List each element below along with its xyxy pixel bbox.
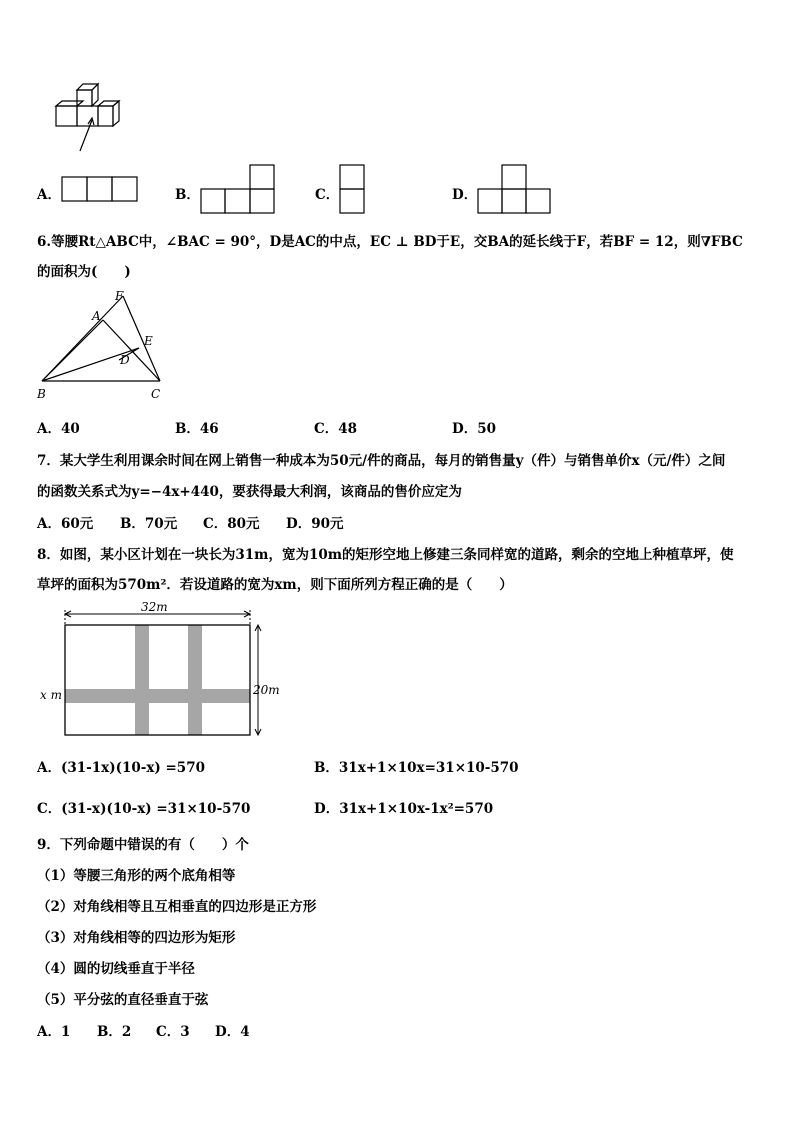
q7-option-a: A．60元 <box>37 516 94 532</box>
q7-stem-line2: 的函数关系式为y=−4x+440，要获得最大利润，该商品的售价应定为 <box>37 484 462 500</box>
q8-stem-line2: 草坪的面积为570m²．若设道路的宽为xm，则下面所列方程正确的是（ ） <box>37 577 513 593</box>
q6-option-d: D．50 <box>452 421 496 437</box>
q5-option-a-label: A． <box>37 187 61 203</box>
q9-item-4: （4）圆的切线垂直于半径 <box>37 961 195 977</box>
q9-stem: 9．下列命题中错误的有（ ）个 <box>37 837 249 853</box>
q5-option-b-figure <box>199 164 279 214</box>
q6-stem-line2: 的面积为( ) <box>37 264 131 280</box>
q6-label-e: E <box>144 334 153 348</box>
q9-option-c: C．3 <box>156 1024 190 1040</box>
q6-stem-line1: 6.等腰Rt△ABC中，∠BAC = 90°，D是AC的中点，EC ⊥ BD于E，交BA的延长线于F，若BF = 12，则∇FBC <box>37 234 743 250</box>
q6-label-b: B <box>37 387 46 401</box>
q5-option-a-figure <box>60 175 140 205</box>
q8-label-right: 20m <box>253 683 280 697</box>
q6-option-c: C．48 <box>314 421 358 437</box>
q6-label-d: D <box>120 353 130 367</box>
q9-item-3: （3）对角线相等的四边形为矩形 <box>37 930 236 946</box>
q7-stem-line1: 7．某大学生利用课余时间在网上销售一种成本为50元/件的商品，每月的销售量y（件）与销售单价x（元/件）之间 <box>37 453 726 469</box>
q9-option-b: B．2 <box>97 1024 132 1040</box>
q8-option-d: D．31x+1×10x-1x²=570 <box>314 801 494 817</box>
q8-label-left: x m <box>40 688 62 702</box>
q9-item-5: （5）平分弦的直径垂直于弦 <box>37 992 209 1008</box>
q6-option-a: A．40 <box>37 421 80 437</box>
cube-stack-figure <box>50 80 130 160</box>
q8-option-b: B．31x+1×10x=31×10-570 <box>314 760 519 776</box>
q7-option-d: D．90元 <box>286 516 344 532</box>
q6-option-b: B．46 <box>175 421 219 437</box>
q8-option-a: A．(31-1x)(10-x) =570 <box>37 760 205 776</box>
q9-item-2: （2）对角线相等且互相垂直的四边形是正方形 <box>37 899 317 915</box>
q8-label-top: 32m <box>141 600 168 614</box>
q5-option-d-figure <box>476 163 556 215</box>
q9-option-d: D．4 <box>215 1024 250 1040</box>
q7-option-c: C．80元 <box>203 516 260 532</box>
q8-stem-line1: 8．如图，某小区计划在一块长为31m，宽为10m的矩形空地上修建三条同样宽的道路，剩余的空地上种植草坪，使 <box>37 547 734 563</box>
q6-label-a: A <box>92 309 101 323</box>
q6-triangle-figure <box>35 288 175 403</box>
q9-option-a: A．1 <box>37 1024 71 1040</box>
q6-label-c: C <box>151 387 161 401</box>
q9-item-1: （1）等腰三角形的两个底角相等 <box>37 868 236 884</box>
q8-option-c: C．(31-x)(10-x) =31×10-570 <box>37 801 251 817</box>
q5-option-b-label: B． <box>175 187 200 203</box>
q8-road-figure <box>40 600 280 740</box>
q5-option-c-label: C． <box>315 187 340 203</box>
q5-option-c-figure <box>338 163 368 215</box>
q5-option-d-label: D． <box>452 187 478 203</box>
q7-option-b: B．70元 <box>120 516 178 532</box>
q6-label-f: F <box>115 289 124 303</box>
